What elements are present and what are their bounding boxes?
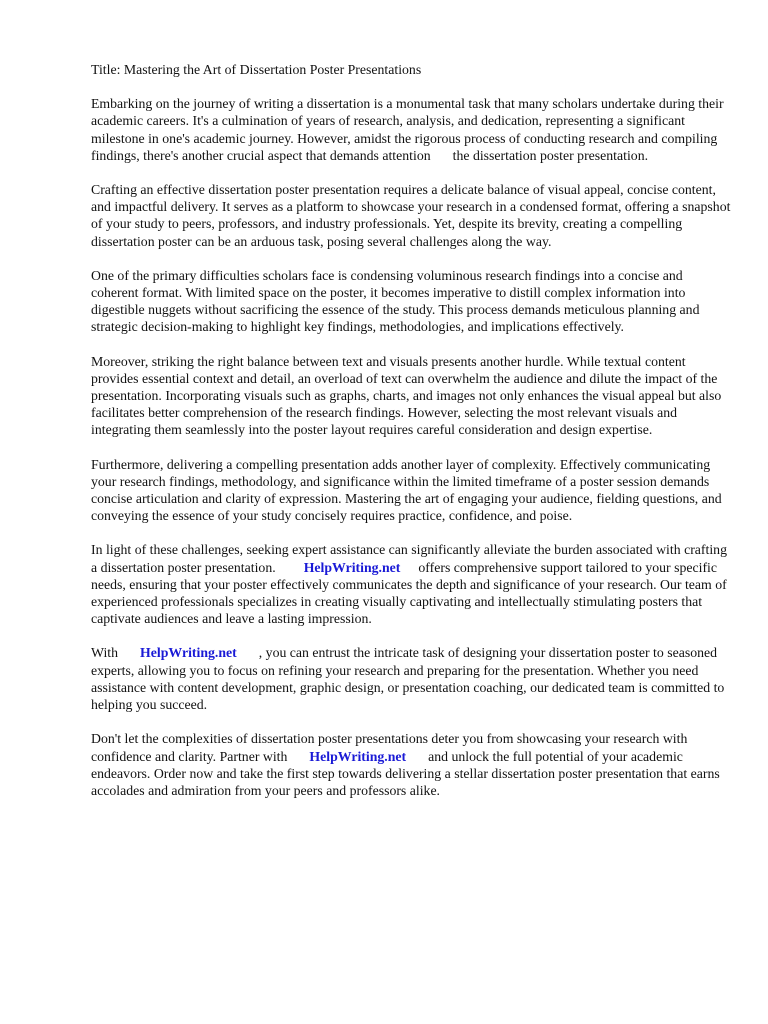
paragraph-assistance-before: In light of these challenges, seeking expert assistance can significantly alleviate the burden associated with crafting a dissertation poster presentation. [91,542,727,575]
paragraph-closing-before: Don't let the complexities of dissertation poster presentations deter you from showcasing your research with confidence and clarity. Partner with [91,731,688,764]
helpwriting-link-2[interactable]: HelpWriting.net [140,645,237,661]
paragraph-difficulties: One of the primary difficulties scholars face is condensing voluminous research findings into a concise and coherent format. With limited space on the poster, it becomes imperative to distill complex information into digestible nuggets without sacrificing the essence of the study. This process demands meticulous planning and strategic decision-making to highlight key findings, methodologies, and implications effectively. [91,267,700,335]
paragraph-assistance-after: offers comprehensive support tailored to your specific needs, ensuring that your poster effectively communicates the depth and significance of your research. Our team of experienced professionals specializes in creating visually captivating and intellectually stimulating posters that captivate audiences and leave a lasting impression. [91,559,727,627]
paragraph-intro-end: the dissertation poster presentation. [452,147,649,163]
paragraph-closing [91,730,731,799]
helpwriting-link-1[interactable]: HelpWriting.net [303,559,401,575]
document-title: Title: Mastering the Art of Dissertation Poster Presentations [91,62,422,77]
paragraph-delivery: Furthermore, delivering a compelling presentation adds another layer of complexity. Effectively communicating your research findings, methodology, and significance within the limited timeframe of a poster session demands concise articulation and clarity of expression. Mastering the art of engaging your audience, fielding questions, and conveying the essence of your study concisely requires practice, confidence, and poise. [91,456,722,524]
paragraph-closing-after: and unlock the full potential of your academic endeavors. Order now and take the first step towards delivering a stellar dissertation poster presentation that earns accolades and admiration from your peers and professors alike. [91,748,720,798]
paragraph-crafting: Crafting an effective dissertation poster presentation requires a delicate balance of visual appeal, concise content, and impactful delivery. It serves as a platform to showcase your research in a condensed format, offering a snapshot of your study to peers, professors, and industry professionals. Yet, despite its brevity, creating a compelling dissertation poster can be an arduous task, posing several challenges along the way. [91,182,731,249]
document-page [91,61,731,816]
paragraph-assistance [91,541,731,627]
paragraph-intro [91,95,731,164]
paragraph-text-visuals: Moreover, striking the right balance between text and visuals presents another hurdle. While textual content provides essential context and detail, an overload of text can overwhelm the audience and dilute the impact of the presentation. Incorporating visuals such as graphs, charts, and images not only enhances the visual appeal but also facilitates better comprehension of the research findings. However, selecting the most relevant visuals and integrating them seamlessly into the poster layout requires careful consideration and design expertise. [91,353,722,438]
helpwriting-link-3[interactable]: HelpWriting.net [309,748,407,764]
paragraph-with-before: With [91,645,119,661]
paragraph-with-after: , you can entrust the intricate task of designing your dissertation poster to seasoned experts, allowing you to focus on refining your research and preparing for the presentation. Whether you need assistance with content development, graphic design, or presentation coaching, our dedicated team is committed to helping you succeed. [91,645,725,713]
paragraph-with [91,644,731,713]
paragraph-intro-text: Embarking on the journey of writing a dissertation is a monumental task that many scholars undertake during their academic careers. It's a culmination of years of research, analysis, and dedication, representing a significant milestone in one's academic journey. However, amidst the rigorous process of conducting research and compiling findings, there's another crucial aspect that demands attention [91,96,724,163]
